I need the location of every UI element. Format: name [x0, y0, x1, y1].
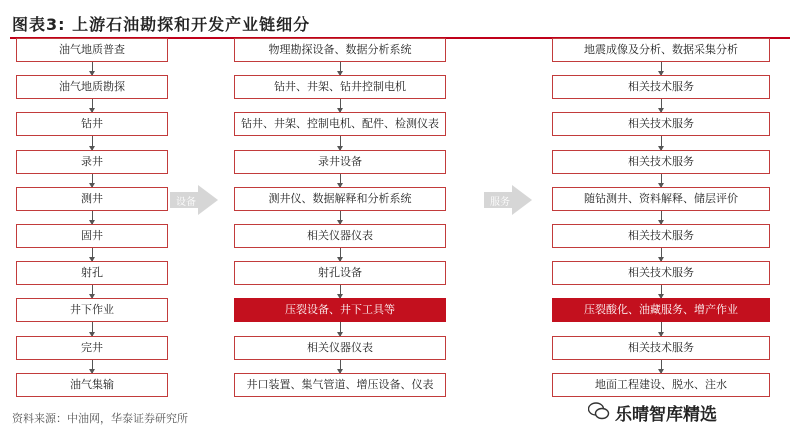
stage-box: 完井: [16, 336, 168, 360]
flow-connector: [661, 360, 662, 373]
flow-connector: [661, 285, 662, 298]
equipment-box: 压裂设备、井下工具等: [234, 298, 446, 322]
service-box: 相关技术服务: [552, 261, 770, 285]
flow-connector: [340, 360, 341, 373]
flow-connector: [340, 285, 341, 298]
stage-box: 井下作业: [16, 298, 168, 322]
figure-title: 图表3: 上游石油勘探和开发产业链细分: [12, 15, 311, 34]
flow-connector: [661, 62, 662, 75]
equipment-arrow: [170, 185, 218, 215]
watermark-text: 乐晴智库精选: [615, 405, 717, 425]
stage-box: 固井: [16, 224, 168, 248]
service-box: 相关技术服务: [552, 224, 770, 248]
flow-connector: [92, 99, 93, 112]
flow-connector: [661, 136, 662, 150]
source-note: 资料来源：中油网，华泰证券研究所: [12, 412, 188, 425]
arrow-head: [198, 185, 218, 215]
stage-box: 测井: [16, 187, 168, 211]
flow-connector: [92, 174, 93, 187]
flow-connector: [92, 248, 93, 261]
figure-title-bar: [10, 7, 790, 39]
flow-connector: [92, 136, 93, 150]
service-arrow: [484, 185, 532, 215]
service-box: 相关技术服务: [552, 150, 770, 174]
flow-connector: [340, 322, 341, 336]
service-box: 地面工程建设、脱水、注水: [552, 373, 770, 397]
equipment-box: 钻井、井架、钻井控制电机: [234, 75, 446, 99]
flow-connector: [92, 62, 93, 75]
flow-connector: [340, 99, 341, 112]
stage-box: 油气地质普查: [16, 38, 168, 62]
equipment-box: 录井设备: [234, 150, 446, 174]
service-box: 相关技术服务: [552, 112, 770, 136]
flow-connector: [92, 360, 93, 373]
equipment-box: 测井仪、数据解释和分析系统: [234, 187, 446, 211]
wechat-icon: [588, 401, 610, 421]
service-box: 相关技术服务: [552, 336, 770, 360]
stage-box: 录井: [16, 150, 168, 174]
stage-box: 油气集输: [16, 373, 168, 397]
service-box: 地震成像及分析、数据采集分析: [552, 38, 770, 62]
flow-connector: [340, 174, 341, 187]
equipment-box: 相关仪器仪表: [234, 336, 446, 360]
flow-connector: [661, 99, 662, 112]
flow-connector: [340, 62, 341, 75]
service-box: 压裂酸化、油藏服务、增产作业: [552, 298, 770, 322]
stage-box: 油气地质勘探: [16, 75, 168, 99]
service-box: 相关技术服务: [552, 75, 770, 99]
flow-connector: [340, 211, 341, 224]
equipment-box: 物理勘探设备、数据分析系统: [234, 38, 446, 62]
flow-connector: [661, 211, 662, 224]
flow-connector: [92, 285, 93, 298]
stage-box: 射孔: [16, 261, 168, 285]
flow-connector: [340, 136, 341, 150]
flow-connector: [340, 248, 341, 261]
flow-connector: [92, 322, 93, 336]
arrow-head: [512, 185, 532, 215]
flow-connector: [661, 322, 662, 336]
equipment-box: 射孔设备: [234, 261, 446, 285]
equipment-box: 钻井、井架、控制电机、配件、检测仪表: [234, 112, 446, 136]
equipment-box: 井口装置、集气管道、增压设备、仪表: [234, 373, 446, 397]
flow-connector: [661, 248, 662, 261]
equipment-box: 相关仪器仪表: [234, 224, 446, 248]
service-box: 随钻测井、资料解释、储层评价: [552, 187, 770, 211]
service-arrow-label: 服务: [490, 197, 510, 208]
flow-connector: [92, 211, 93, 224]
equipment-arrow-label: 设备: [176, 197, 196, 208]
stage-box: 钻井: [16, 112, 168, 136]
flow-connector: [661, 174, 662, 187]
